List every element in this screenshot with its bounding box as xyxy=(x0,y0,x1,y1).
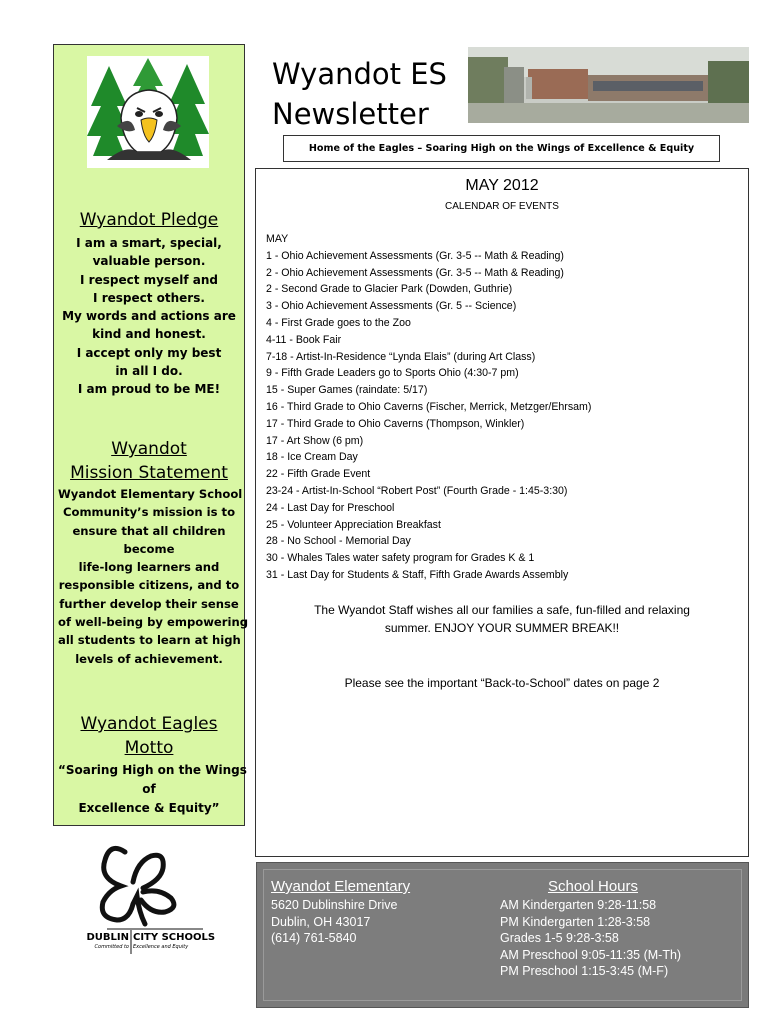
pledge-line: kind and honest. xyxy=(92,327,206,342)
mission-line: Community’s mission is to xyxy=(62,505,236,520)
mission-title-line: Mission Statement xyxy=(70,463,228,483)
school-address xyxy=(271,877,410,947)
list-item: 9 - Fifth Grade Leaders go to Sports Ohio (4:30-7 pm) xyxy=(266,367,519,380)
mission-text xyxy=(58,485,249,668)
mission-title xyxy=(54,437,244,485)
list-item: 7-18 - Artist-In-Residence “Lynda Elais” (during Art Class) xyxy=(266,350,536,363)
hours-line: AM Preschool 9:05-11:35 (M-Th) xyxy=(500,947,682,962)
district-logo xyxy=(85,842,215,964)
newsletter-title xyxy=(272,54,447,134)
list-item: 2 - Ohio Achievement Assessments (Gr. 3-5 -- Math & Reading) xyxy=(266,266,564,279)
mission-line: all students to learn at high xyxy=(58,633,241,648)
list-item: 28 - No School - Memorial Day xyxy=(266,535,411,548)
hours-line: PM Preschool 1:15-3:45 (M-F) xyxy=(500,964,669,979)
pledge-line: My words and actions are xyxy=(62,309,236,324)
footer-box xyxy=(256,862,749,1008)
district-tagline-left: Committed to xyxy=(94,944,129,950)
list-item: 3 - Ohio Achievement Assessments (Gr. 5 -- Science) xyxy=(266,300,517,313)
list-item: 18 - Ice Cream Day xyxy=(266,451,358,464)
hours-line: PM Kindergarten 1:28-3:58 xyxy=(500,914,651,929)
hours-title: School Hours xyxy=(547,878,639,895)
district-name-right: CITY SCHOOLS xyxy=(133,932,215,943)
sidebar xyxy=(53,44,249,826)
list-item: 24 - Last Day for Preschool xyxy=(266,501,395,514)
shamrock-icon xyxy=(85,842,215,964)
calendar-subheading: CALENDAR OF EVENTS xyxy=(445,201,559,212)
school-name: Wyandot Elementary xyxy=(271,878,411,895)
tagline: Home of the Eagles – Soaring High on the Wings of Excellence & Equity xyxy=(283,135,720,162)
pledge-line: I accept only my best xyxy=(76,345,222,360)
motto-title-line: Wyandot Eagles xyxy=(80,714,218,734)
list-item: 17 - Third Grade to Ohio Caverns (Thompson, Winkler) xyxy=(266,417,525,430)
list-item: 22 - Fifth Grade Event xyxy=(266,468,371,481)
list-item: 25 - Volunteer Appreciation Breakfast xyxy=(266,518,441,531)
motto-line: Excellence & Equity” xyxy=(78,801,220,815)
closing-message xyxy=(256,601,748,637)
title-line: Newsletter xyxy=(272,97,429,131)
mission-line: of well-being by empowering xyxy=(58,615,249,630)
list-item: 23-24 - Artist-In-School “Robert Post” (Fourth Grade - 1:45-3:30) xyxy=(266,484,568,497)
pledge-line: I respect myself and xyxy=(80,272,218,287)
eagle-logo xyxy=(87,56,209,168)
mission-line: responsible citizens, and to xyxy=(58,578,240,593)
month-label: MAY xyxy=(266,233,289,245)
calendar-box xyxy=(255,168,749,857)
mission-line: ensure that all children xyxy=(72,523,226,538)
closing-line: The Wyandot Staff wishes all our families a safe, fun-filled and relaxing xyxy=(314,603,690,617)
list-item: 30 - Whales Tales water safety program for Grades K & 1 xyxy=(266,552,535,565)
list-item: 17 - Art Show (6 pm) xyxy=(266,434,364,447)
motto-text xyxy=(58,761,247,818)
district-tagline-right: Excellence and Equity xyxy=(133,944,189,950)
pledge-title: Wyandot Pledge xyxy=(79,210,219,230)
pledge-text xyxy=(58,234,240,399)
school-hours xyxy=(500,877,686,980)
hours-line: AM Kindergarten 9:28-11:58 xyxy=(500,898,657,912)
mission-line: further develop their sense xyxy=(59,596,239,611)
pledge-line: I am a smart, special, xyxy=(76,236,222,250)
eagle-icon xyxy=(87,56,209,168)
motto-line: “Soaring High on the Wings xyxy=(58,763,247,777)
district-name-left: DUBLIN xyxy=(86,932,129,943)
list-item: 31 - Last Day for Students & Staff, Fifth Grade Awards Assembly xyxy=(266,568,569,581)
mission-line: life-long learners and xyxy=(78,560,220,575)
mission-line: levels of achievement. xyxy=(75,651,223,666)
mission-title-line: Wyandot xyxy=(111,439,187,459)
motto-title xyxy=(54,712,244,760)
phone-number: (614) 761-5840 xyxy=(271,931,357,946)
list-item: 2 - Second Grade to Glacier Park (Dowden, Guthrie) xyxy=(266,283,513,296)
pledge-line: I respect others. xyxy=(93,290,205,305)
school-building-photo xyxy=(468,47,749,123)
reminder-note: Please see the important “Back-to-School” dates on page 2 xyxy=(344,676,660,690)
list-item: 16 - Third Grade to Ohio Caverns (Fischer, Merrick, Metzger/Ehrsam) xyxy=(266,400,592,413)
mission-line: Wyandot Elementary School xyxy=(58,487,243,501)
list-item: 4 - First Grade goes to the Zoo xyxy=(266,316,411,329)
title-line: Wyandot ES xyxy=(272,57,447,91)
address-line: 5620 Dublinshire Drive xyxy=(271,898,398,912)
pledge-line: I am proud to be ME! xyxy=(77,382,221,397)
motto-title-line: Motto xyxy=(124,738,174,758)
hours-line: Grades 1-5 9:28-3:58 xyxy=(500,931,619,946)
pledge-line: in all I do. xyxy=(115,364,183,379)
mission-line: become xyxy=(123,541,175,556)
closing-line: summer. ENJOY YOUR SUMMER BREAK!! xyxy=(384,621,620,635)
events-list xyxy=(266,231,591,584)
motto-line: of xyxy=(142,782,156,796)
list-item: 1 - Ohio Achievement Assessments (Gr. 3-5 -- Math & Reading) xyxy=(266,249,564,262)
address-line: Dublin, OH 43017 xyxy=(271,914,371,929)
list-item: 4-11 - Book Fair xyxy=(266,333,342,346)
calendar-heading: MAY 2012 xyxy=(465,177,539,194)
pledge-line: valuable person. xyxy=(92,254,206,269)
list-item: 15 - Super Games (raindate: 5/17) xyxy=(266,384,428,397)
